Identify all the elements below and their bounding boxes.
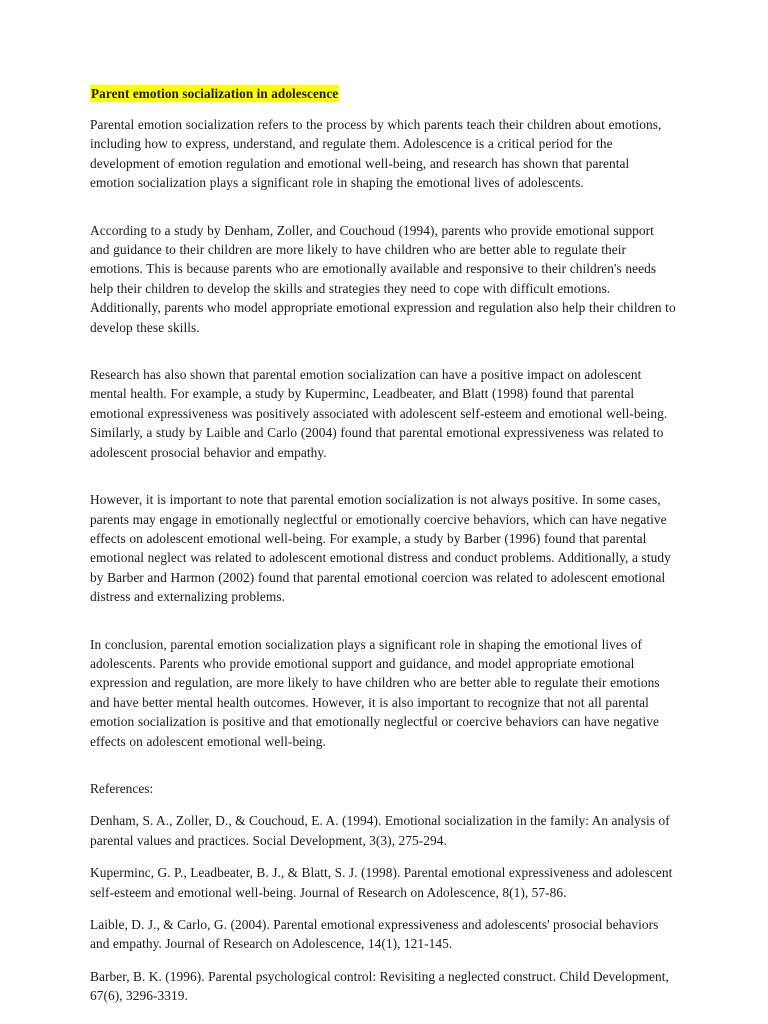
body-paragraph-1: Parental emotion socialization refers to the process by which parents teach their children about emotions, including how to express, understand, and regulate them. Adolescence is a critical period for the development of emotion regulation and emotional well-being, and research has shown that parental emotion socialization plays a significant role in shaping the emotional lives of adolescents. bbox=[90, 117, 662, 191]
reference-item: Barber, B. K. (1996). Parental psychological control: Revisiting a neglected construct. Child Development, 67(6), 3296-3319. bbox=[90, 968, 669, 1004]
body-paragraph-4: However, it is important to note that parental emotion socialization is not always positive. In some cases, parents may engage in emotionally neglectful or emotionally coercive behaviors, which can have negative effects on adolescent emotional well-being. For example, a study by Barber (1996) found that parental emotional neglect was related to adolescent emotional distress and conduct problems. Additionally, a study by Barber and Harmon (2002) found that parental emotional coercion was related to adolescent emotional distress and externalizing problems. bbox=[90, 492, 671, 605]
references-section bbox=[90, 779, 676, 1006]
body-paragraph-5: In conclusion, parental emotion socialization plays a significant role in shaping the emotional lives of adolescents. Parents who provide emotional support and guidance, and model appropriate emotional expression and regulation, are more likely to have children who are better able to regulate their emotions and have better mental health outcomes. However, it is also important to recognize that not all parental emotion socialization is positive and that emotionally neglectful or coercive behaviors can have negative effects on adolescent emotional well-being. bbox=[90, 636, 660, 749]
reference-item: Denham, S. A., Zoller, D., & Couchoud, E. A. (1994). Emotional socialization in the family: An analysis of parental values and practices. Social Development, 3(3), 275-294. bbox=[90, 813, 670, 848]
page-title bbox=[90, 84, 676, 103]
document-body bbox=[90, 84, 676, 1006]
body-paragraph-3: Research has also shown that parental emotion socialization can have a positive impact on adolescent mental health. For example, a study by Kuperminc, Leadbeater, and Blatt (1998) found that parental emotional expressiveness was positively associated with adolescent self-esteem and emotional well-being. Similarly, a study by Laible and Carlo (2004) found that parental emotional expressiveness was related to adolescent prosocial behavior and empathy. bbox=[90, 367, 668, 460]
page-title-highlight: Parent emotion socialization in adolescence bbox=[91, 86, 339, 101]
references-heading: References: bbox=[90, 780, 154, 796]
reference-item: Kuperminc, G. P., Leadbeater, B. J., & Blatt, S. J. (1998). Parental emotional expressiveness and adolescent self-esteem and emotional well-being. Journal of Research on Adolescence, 8(1), 57-86. bbox=[90, 865, 673, 900]
body-paragraph-2: According to a study by Denham, Zoller, and Couchoud (1994), parents who provide emotional support and guidance to their children are more likely to have children who are better able to regulate their emotions. This is because parents who are emotionally available and responsive to their children's needs help their children to develop the skills and strategies they need to cope with difficult emotions. Additionally, parents who model appropriate emotional expression and regulation also help their children to develop these skills. bbox=[90, 222, 676, 335]
reference-item: Laible, D. J., & Carlo, G. (2004). Parental emotional expressiveness and adolescents' prosocial behaviors and empathy. Journal of Research on Adolescence, 14(1), 121-145. bbox=[90, 917, 659, 952]
